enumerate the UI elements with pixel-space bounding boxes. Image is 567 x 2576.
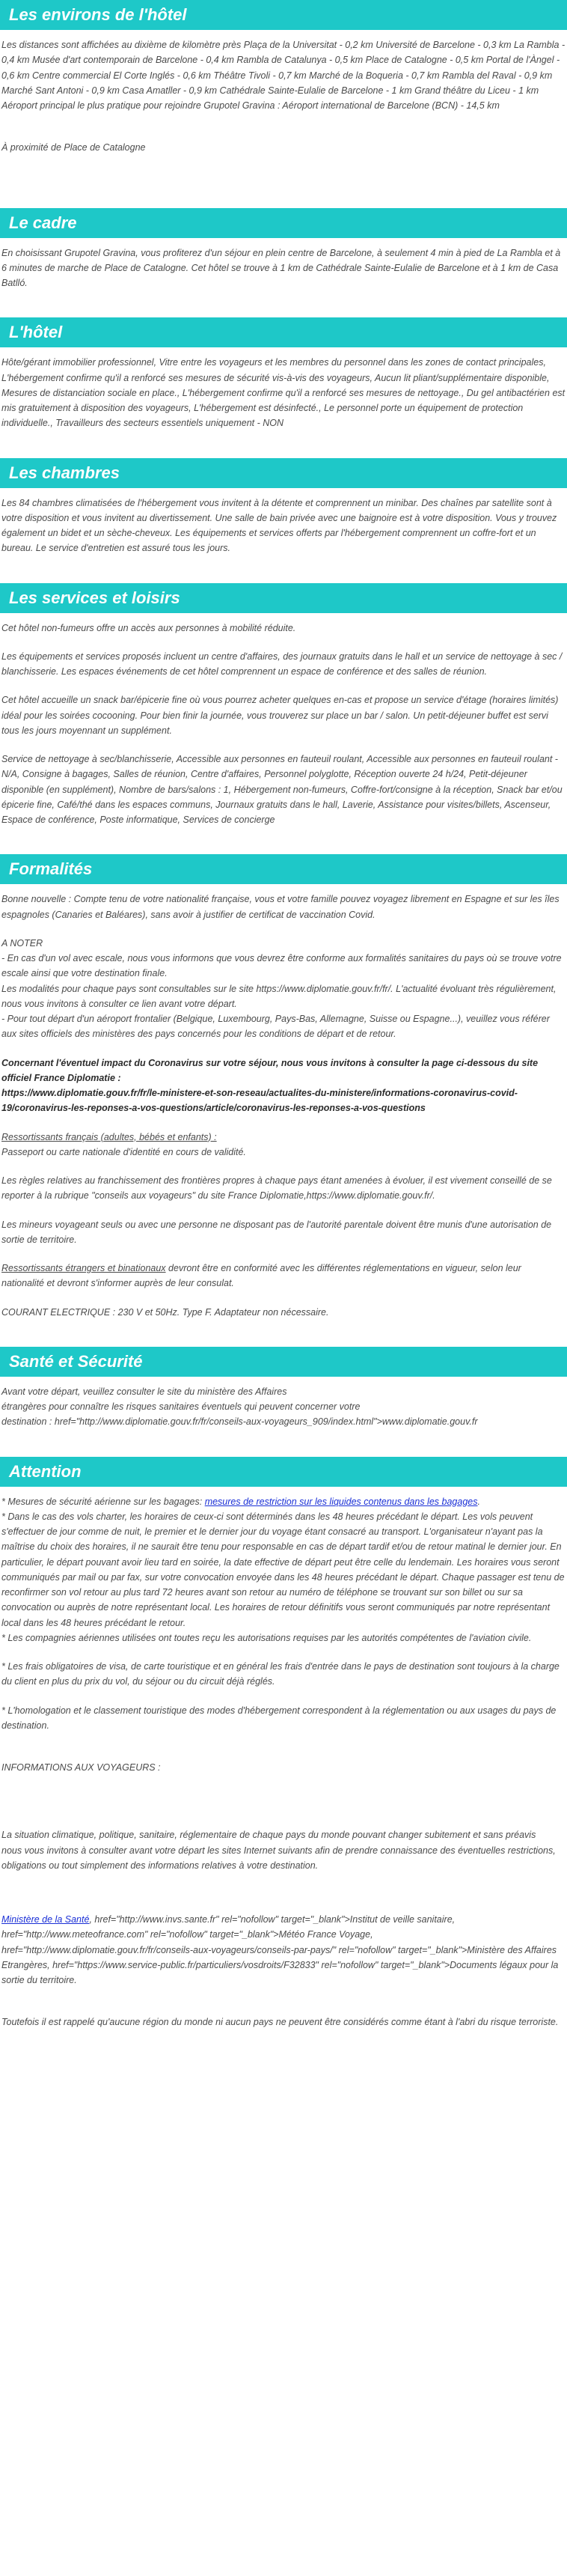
formalites-border-rules: Les règles relatives au franchissement des frontières propres à chaque pays étant amenées à évoluer, il est vivement conseillé de se reporter à la rubrique "conseils aux voyageurs" du site France Diplomatie,https://www.diplomatie.gouv.fr/. (1, 1175, 552, 1202)
services-accessibility: Cet hôtel non-fumeurs offre un accès aux personnes à mobilité réduite. (1, 622, 296, 633)
section-title-formalites: Formalités (0, 854, 567, 884)
section-body-attention (0, 1494, 567, 2030)
environs-distances: Les distances sont affichées au dixième de kilomètre près Plaça de la Universitat - 0,2 km Université de Barcelone - 0,3 km La Rambla - 0,4 km Musée d'art contemporain de Barcelone - 0,4 km Rambla de Catalunya - 0,5 km Place de Catalogne - 0,5 km Portal de l'Àngel - 0,6 km Centre commercial El Corte Inglés - 0,6 km Théâtre Tivoli - 0,7 km Marché de la Boqueria - 0,7 km Rambla del Raval - 0,9 km Marché Sant Antoni - 0,9 km Casa Amatller - 0,9 km Cathédrale Sainte-Eulalie de Barcelone - 1 km Grand théâtre du Liceu - 1 km Aéroport principal le plus pratique pour rejoindre Grupotel Gravina : Aéroport international de Barcelone (BCN) - 14,5 km (1, 40, 566, 111)
section-title-cadre: Le cadre (0, 208, 567, 238)
environs-proximity: À proximité de Place de Catalogne (1, 142, 146, 153)
section-body-cadre (0, 246, 567, 291)
section-title-environs: Les environs de l'hôtel (0, 0, 567, 30)
sante-line-2: étrangères pour connaître les risques sanitaires éventuels qui peuvent concerner votre (1, 1401, 361, 1412)
attention-baggage-suffix: . (477, 1496, 480, 1507)
attention-info-title: INFORMATIONS AUX VOYAGEURS : (1, 1762, 161, 1773)
formalites-intro: Bonne nouvelle : Compte tenu de votre nationalité française, vous et votre famille pouvez voyagez librement en Espagne et sur les îles espagnoles (Canaries et Baléares), sans avoir à justifier de certificat de vaccination Covid. (1, 894, 560, 920)
cadre-text: En choisissant Grupotel Gravina, vous profiterez d'un séjour en plein centre de Barcelone, à seulement 4 min à pied de La Rambla et à 6 minutes de marche de Place de Catalogne. Cet hôtel se trouve à 1 km de Cathédrale Sainte-Eulalie de Barcelone et à 1 km de Casa Batlló. (1, 247, 561, 288)
section-environs (0, 0, 567, 156)
section-formalites (0, 854, 567, 1320)
formalites-covid-url: https://www.diplomatie.gouv.fr/fr/le-ministere-et-son-reseau/actualites-du-ministere/informations-coronavirus-covid-19/coronavirus-les-reponses-a-vos-questions/article/coronavirus-les-reponses-a-vos-questions (1, 1088, 518, 1114)
formalites-note-2: Les modalités pour chaque pays sont consultables sur le site https://www.diplomatie.gouv.fr/fr/. L'actualité évoluant très régulièrement, nous vous invitons à consulter ce lien avant votre départ. (1, 983, 557, 1009)
attention-visa-fees: * Les frais obligatoires de visa, de carte touristique et en général les frais d'entrée dans le pays de destination sont toujours à la charge du client en plus du prix du vol, du séjour ou du circuit déjà réglés. (1, 1661, 560, 1687)
ministere-sante-link[interactable]: Ministère de la Santé (1, 1914, 90, 1925)
sante-line-3: destination : href="http://www.diplomatie.gouv.fr/fr/conseils-aux-voyageurs_909/index.html">www.diplomatie.gouv.fr (1, 1416, 478, 1428)
formalites-electricity: COURANT ELECTRIQUE : 230 V et 50Hz. Type F. Adaptateur non nécessaire. (1, 1306, 329, 1318)
attention-baggage-prefix: * Mesures de sécurité aérienne sur les bagages: (1, 1496, 205, 1507)
formalites-note-title: A NOTER (1, 937, 43, 949)
services-list: Service de nettoyage à sec/blanchisserie, Accessible aux personnes en fauteuil roulant, Accessible aux personnes en fauteuil roulant - N/A, Consigne à bagages, Salles de réunion, Centre d'affaires, Personnel polyglotte, Réception ouverte 24 h/24, Petit-déjeuner disponible (en supplément), Nombre de bars/salons : 1, Hébergement non-fumeurs, Coffre-fort/consigne à la réception, Snack bar et/ou épicerie fine, Café/thé dans les espaces communs, Journaux gratuits dans le hall, Laverie, Assistance pour visites/billets, Ascenseur, Espace de conférence, Poste informatique, Services de concierge (1, 754, 563, 825)
attention-situation-1: La situation climatique, politique, sanitaire, réglementaire de chaque pays du monde pouvant changer subitement et sans préavis (1, 1830, 536, 1841)
section-chambres (0, 458, 567, 556)
section-title-services: Les services et loisirs (0, 583, 567, 613)
formalites-french-nationals-label: Ressortissants français (adultes, bébés et enfants) : (1, 1131, 217, 1142)
section-title-chambres: Les chambres (0, 458, 567, 488)
chambres-text: Les 84 chambres climatisées de l'hébergement vous invitent à la détente et comprennent un minibar. Des chaînes par satellite sont à votre disposition et vous invitent au divertissement. Une salle de bain privée avec une baignoire est à votre disposition. Vous y trouvez également un bidet et un sèche-cheveux. Les équipements et services offerts par l'hébergement comprennent un coffre-fort et un bureau. Le service d'entretien est assuré tous les jours. (1, 497, 557, 554)
formalites-covid-notice: Concernant l'éventuel impact du Coronavirus sur votre séjour, nous vous invitons à consulter la page ci-dessous du site officiel France Diplomatie : (1, 1057, 539, 1083)
formalites-note-1: - En cas d'un vol avec escale, nous vous informons que vous devrez être conforme aux formalités sanitaires du pays où se trouve votre escale ainsi que votre destination finale. (1, 953, 562, 979)
services-equipment: Les équipements et services proposés incluent un centre d'affaires, des journaux gratuits dans le hall et un service de nettoyage à sec / blanchisserie. Les espaces événements de cet hôtel comprennent un espace de conférence et des salles de réunion. (1, 651, 563, 677)
formalites-french-nationals-text: Passeport ou carte nationale d'identité en cours de validité. (1, 1146, 246, 1157)
formalites-foreign-nationals-label: Ressortissants étrangers et binationaux (1, 1263, 166, 1273)
sante-line-1: Avant votre départ, veuillez consulter le site du ministère des Affaires (1, 1386, 287, 1397)
attention-useful-links (1, 1912, 566, 1988)
formalites-minors: Les mineurs voyageant seuls ou avec une personne ne disposant pas de l'autorité parentale doivent être munis d'une autorisation de sortie de territoire. (1, 1219, 552, 1245)
section-cadre (0, 208, 567, 291)
formalites-note-3: - Pour tout départ d'un aéroport frontalier (Belgique, Luxembourg, Pays-Bas, Allemagne, Suisse ou Espagne...), veuillez vous référer aux sites officiels des ministères des pays concernés pour les conditions de départ et de retour. (1, 1014, 550, 1040)
section-body-chambres (0, 496, 567, 556)
section-hotel (0, 317, 567, 430)
section-body-sante (0, 1384, 567, 1430)
attention-terrorism: Toutefois il est rappelé qu'aucune région du monde ni aucun pays ne peuvent être considérés comme étant à l'abri du risque terroriste. (1, 2017, 559, 2028)
attention-baggage (1, 1494, 566, 1509)
section-services (0, 583, 567, 828)
section-body-hotel (0, 355, 567, 430)
section-title-sante: Santé et Sécurité (0, 1347, 567, 1377)
attention-homologation: * L'homologation et le classement touristique des modes d'hébergement correspondent à la réglementation ou aux usages du pays de destination. (1, 1705, 557, 1731)
liquids-restriction-link[interactable]: mesures de restriction sur les liquides contenus dans les bagages (204, 1496, 478, 1507)
services-food: Cet hôtel accueille un snack bar/épicerie fine où vous pourrez acheter quelques en-cas et propose un service d'étage (horaires limités) idéal pour les soirées cocooning. Pour bien finir la journée, vous trouverez sur place un bar / salon. Un petit-déjeuner buffet est servi tous les jours moyennant un supplément. (1, 695, 559, 736)
attention-charter: * Dans le cas des vols charter, les horaires de ceux-ci sont déterminés dans les 48 heures précédant le départ. Les vols peuvent s'effectuer de jour comme de nuit, le premier et le dernier jour du voyage étant consacré au transport. L'organisateur n'ayant pas la maîtrise du choix des horaires, il ne saurait être tenu pour responsable en cas de départ tardif et/ou de retour matinal le dernier jour. En particulier, le départ pouvant avoir lieu tard en soirée, la date effective de départ peut être celle du lendemain. Les horaires vous seront communiqués par mail ou par fax, sur votre convocation envoyée dans les 48 heures précédant le départ. Chaque passager est tenu de reconfirmer son vol retour au plus tard 72 heures avant son retour au numéro de téléphone se trouvant sur son billet ou sur sa convocation ou auprès de notre représentant local. Les horaires de retour définitifs vous seront communiqués par notre représentant local dans les 48 heures précédant le retour. (1, 1511, 565, 1628)
section-body-services (0, 621, 567, 828)
section-title-hotel: L'hôtel (0, 317, 567, 347)
section-title-attention: Attention (0, 1457, 567, 1487)
section-attention (0, 1457, 567, 2030)
attention-airlines: * Les compagnies aériennes utilisées ont toutes reçu les autorisations requises par les autorités compétentes de l'aviation civile. (1, 1632, 532, 1643)
section-body-formalites (0, 892, 567, 1320)
formalites-foreign-nationals (1, 1261, 566, 1291)
formalites-foreign-nationals-text: devront être en conformité avec les différentes réglementations en vigueur, selon leur nationalité et devront s'informer auprès de leur consulat. (1, 1263, 521, 1289)
section-body-environs (0, 37, 567, 156)
attention-useful-links-text: , href="http://www.invs.sante.fr" rel="nofollow" target="_blank">Institut de veille sanitaire, href="http://www.meteofrance.com" rel="nofollow" target="_blank">Météo France Voyage, href="http://www.diplomatie.gouv.fr/fr/conseils-aux-voyageurs/conseils-par-pays/" rel="nofollow" target="_blank">Ministère des Affaires Etrangères, href="https://www.service-public.fr/particuliers/vosdroits/F32833" rel="nofollow" target="_blank">Documents légaux pour la sortie du territoire. (1, 1914, 559, 1985)
attention-situation-2: nous vous invitons à consulter avant votre départ les sites Internet suivants afin de prendre connaissance des éventuelles restrictions, obligations ou tout simplement des informations relatives à votre destination. (1, 1845, 556, 1871)
section-sante (0, 1347, 567, 1430)
hotel-text: Hôte/gérant immobilier professionnel, Vitre entre les voyageurs et les membres du personnel dans les zones de contact principales, L'hébergement confirme qu'il a renforcé ses mesures de sécurité vis-à-vis des voyageurs, Aucun lit pliant/supplémentaire disponible, Mesures de distanciation sociale en place., L'hébergement confirme qu'il a renforcé ses mesures de nettoyage., Du gel antibactérien est mis gratuitement à disposition des voyageurs, L'hébergement est désinfecté., Le personnel porte un équipement de protection individuelle., Travailleurs des secteurs essentiels uniquement - NON (1, 357, 566, 429)
